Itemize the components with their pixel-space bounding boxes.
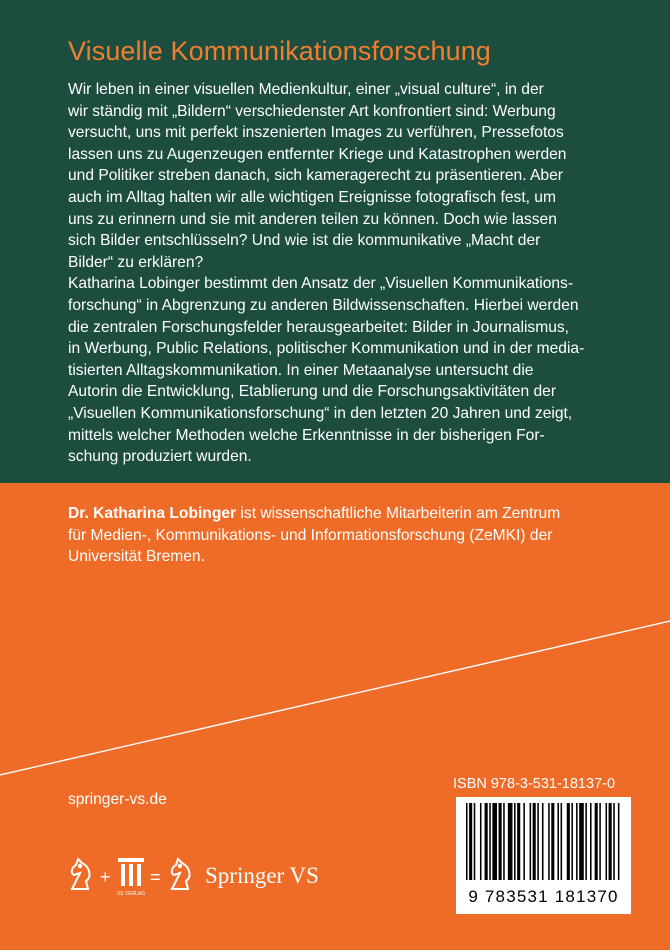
blurb-line: mittels welcher Methoden welche Erkenntnisse in der bisherigen For- xyxy=(68,426,545,444)
blurb-line: „Visuellen Kommunikationsforschung“ in den letzten 20 Jahren und zeigt, xyxy=(68,404,573,422)
author-name: Dr. Katharina Lobinger xyxy=(68,505,237,522)
logo-plus: + xyxy=(100,867,111,887)
vs-verlag-label: VS VERLAG xyxy=(116,891,146,897)
logo-equals: = xyxy=(150,867,161,887)
book-title: Visuelle Kommunikationsforschung xyxy=(68,36,491,66)
blurb-line: auch im Alltag halten wir alle wichtigen Ereignisse fotografisch fest, um xyxy=(68,188,556,206)
blurb-line: die zentralen Forschungsfelder herausgearbeitet: Bilder in Journalismus, xyxy=(68,318,570,336)
author-bio-line: Universität Bremen. xyxy=(68,548,205,566)
isbn: ISBN 978-3-531-18137-0 xyxy=(453,776,616,792)
blurb-line: Autorin die Entwicklung, Etablierung und die Forschungsaktivitäten der xyxy=(68,383,557,401)
barcode-digits: 9 783531 181370 xyxy=(456,880,631,914)
springer-vs-wordmark: Springer VS xyxy=(205,863,319,888)
website-link[interactable]: springer-vs.de xyxy=(68,791,167,808)
vs-verlag-icon xyxy=(117,858,145,897)
blurb-line: wir ständig mit „Bildern“ verschiedenster Art konfrontiert sind: Werbung xyxy=(68,102,556,120)
blurb-line: forschung“ in Abgrenzung zu anderen Bildwissenschaften. Hierbei werden xyxy=(68,296,579,314)
blurb-line: und Politiker streben danach, sich kameragerecht zu präsentieren. Aber xyxy=(68,167,563,185)
blurb-line: Katharina Lobinger bestimmt den Ansatz der „Visuellen Kommunikations- xyxy=(68,275,574,293)
blurb-line: uns zu erinnern und sie mit anderen teilen zu können. Doch wie lassen xyxy=(68,210,557,228)
blurb-line: tisierten Alltagskommunikation. In einer Metaanalyse untersucht die xyxy=(68,361,534,379)
springer-vs-knight-icon xyxy=(172,859,190,889)
author-bio-line: für Medien-, Kommunikations- und Informationsforschung (ZeMKI) der xyxy=(68,526,553,544)
blurb-line: sich Bilder entschlüsseln? Und wie ist die kommunikative „Macht der xyxy=(68,232,541,250)
author-bio xyxy=(68,503,628,568)
author-bio-line: ist wissenschaftliche Mitarbeiterin am Zentrum xyxy=(236,505,561,522)
blurb-line: schung produziert wurden. xyxy=(68,448,252,466)
blurb-line: versucht, uns mit perfekt inszenierten Images zu verführen, Pressefotos xyxy=(68,124,564,142)
blurb-line: Wir leben in einer visuellen Medienkultur, einer „visual culture“, in der xyxy=(68,81,544,98)
barcode-bars xyxy=(456,797,631,882)
blurb-text xyxy=(68,79,628,468)
springer-knight-icon xyxy=(72,859,90,889)
blurb-line: lassen uns zu Augenzeugen entfernter Kriege und Katastrophen werden xyxy=(68,145,567,163)
blurb-line: Bilder“ zu erklären? xyxy=(68,253,204,271)
blurb-line: in Werbung, Public Relations, politischer Kommunikation und in der media- xyxy=(68,340,585,358)
